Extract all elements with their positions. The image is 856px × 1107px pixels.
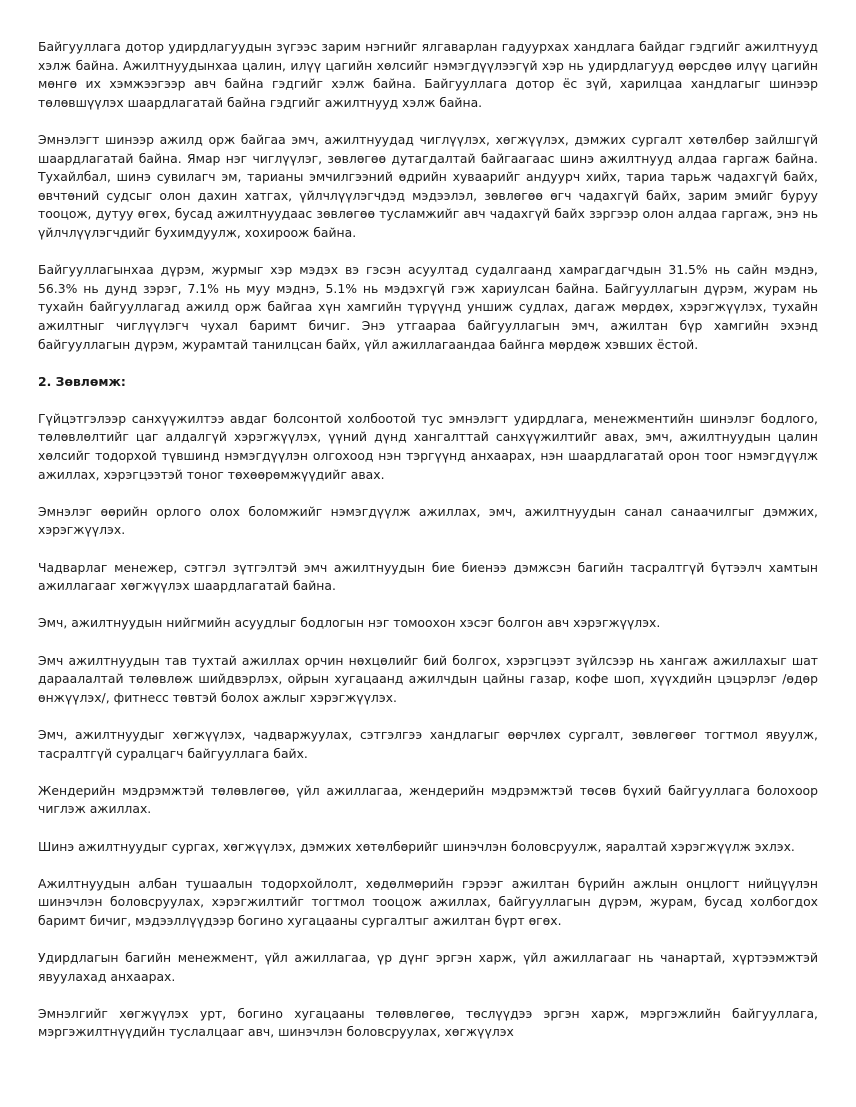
section-heading: 2. Зөвлөмж: [38, 373, 126, 389]
intro-paragraph-1: Байгууллага дотор удирдлагуудын зүгээс зарим нэгнийг ялгаварлан гадуурхах хандлага байдаг гэдгийг ажилтнууд хэлж байна. Ажилтнуудынхаа цалин, илүү цагийн хөлсийг нэмэгдүүлээгүй хэр нь удирдлагууд өөрсдөө илүү цагийн мөнгө их хэмжээгээр авч байна гэдгийг хэлж байна. Байгууллага дотор ёс зүй, харилцаа хандлагыг шинээр төлөвшүүлэх шаардлагатай байна гэдгийг ажилтнууд хэлж байна. [38, 39, 818, 110]
intro-paragraph-2: Эмнэлэгт шинээр ажилд орж байгаа эмч, ажилтнуудад чиглүүлэх, хөгжүүлэх, дэмжих сургалт хөтөлбөр зайлшгүй шаардлагатай байна. Ямар нэг чиглүүлэг, зөвлөгөө дутагдалтай байгаагаас шинэ ажилтнууд алдаа гаргаж байна. Тухайлбал, шинэ сувилагч эм, тарианы эмчилгээний өдрийн хуваарийг андуурч хийх, тариа тарьж чадахгүй байх, өвчтөний судсыг олон дахин хатгах, үйлчлүүлэгчдэд мэдээлэл, зөвлөгөө өгч чадахгүй байх, зарим эмийг буруу тооцож, дутуу өгөх, бусад ажилтнуудаас зөвлөгөө тусламжийг авч чадахгүй байх зэргээр олон алдаа гаргаж, энэ нь үйлчлүүлэгчдийг бухимдуулж, хохироож байна. [38, 131, 818, 240]
recommendation-9: Ажилтнуудын албан тушаалын тодорхойлолт, хөдөлмөрийн гэрээг ажилтан бүрийн ажлын онцлогт нийцүүлэн шинэчлэн боловсруулах, хэрэгжилтийг тогтмол тооцож ажиллах, байгууллагын дүрэм, журам, бусад холбогдох баримт бичиг, мэдээллүүдээр богино хугацааны сургалтыг ажилтан бүрт өгөх. [38, 875, 818, 928]
recommendation-1: Гүйцэтгэлээр санхүүжилтээ авдаг болсонтой холбоотой тус эмнэлэгт удирдлага, менежментийн шинэлэг бодлого, төлөвлөлтийг цаг алдалгүй хэрэгжүүлэх, үүний дүнд хангалттай санхүүжилтийг авах, эмч, ажилтнуудын цалин хөлсийг тодорхой түвшинд нэмэгдүүлэн олгохоод нэн тэргүүнд анхаарах, нэн шаардлагатай орон тоог нэмэгдүүлж ажиллах, хэрэгцээтэй тоног төхөөрөмжүүдийг авах. [38, 410, 818, 482]
recommendation-11: Эмнэлгийг хөгжүүлэх урт, богино хугацааны төлөвлөгөө, төслүүдээ эргэн харж, мэргэжлийн байгууллага, мэргэжилтнүүдийн туслалцааг авч, шинэчлэн боловсруулах, хөгжүүлэх [38, 1005, 818, 1040]
intro-paragraph-3: Байгууллагынхаа дүрэм, журмыг хэр мэдэх вэ гэсэн асуултад судалгаанд хамрагдагчдын 31.5% нь сайн мэднэ, 56.3% нь дунд зэрэг, 7.1% нь муу мэднэ, 5.1% нь мэдэхгүй гэж хариулсан байна. Байгууллагын дүрэм, журам нь тухайн байгууллагад ажилд орж байгаа хүн хамгийн түрүүнд уншиж судлах, дагаж мөрдөх, хэрэгжүүлэх, тухайн ажилтныг чиглүүлэгч чухал баримт бичиг. Энэ утгаараа байгууллагын эмч, ажилтан бүр хамгийн эхэнд байгууллагын дүрэм, журамтай танилцсан байх, үйл ажиллагаандаа байнга мөрдөж хэвших ёстой. [38, 262, 818, 352]
recommendation-4: Эмч, ажилтнуудын нийгмийн асуудлыг бодлогын нэг томоохон хэсэг болгон авч хэрэгжүүлэх. [38, 615, 661, 631]
document-page [38, 38, 818, 1061]
recommendation-5: Эмч ажилтнуудын тав тухтай ажиллах орчин нөхцөлийг бий болгох, хэрэгцээт зүйлсээр нь хангаж ажиллахыг шат дараалалтай төлөвлөж шийдвэрлэх, ойрын хугацаанд ажилчдын цайны газар, кофе шоп, хүүхдийн цэцэрлэг /өдөр өнжүүлэх/, фитнесс төвтэй болох ажлыг хэрэгжүүлэх. [38, 652, 818, 705]
recommendation-6: Эмч, ажилтнуудыг хөгжүүлэх, чадваржуулах, сэтгэлгээ хандлагыг өөрчлөх сургалт, зөвлөгөөг тогтмол явуулж, тасралтгүй суралцагч байгууллага байх. [38, 726, 818, 761]
recommendation-2: Эмнэлэг өөрийн орлого олох боломжийг нэмэгдүүлж ажиллах, эмч, ажилтнуудын санал санаачилгыг дэмжих, хэрэгжүүлэх. [38, 503, 818, 538]
recommendation-7: Жендерийн мэдрэмжтэй төлөвлөгөө, үйл ажиллагаа, жендерийн мэдрэмжтэй төсөв бүхий байгууллага болохоор чиглэж ажиллах. [38, 782, 818, 817]
recommendation-10: Удирдлагын багийн менежмент, үйл ажиллагаа, үр дүнг эргэн харж, үйл ажиллагааг нь чанартай, хүртээмжтэй явуулахад анхаарах. [38, 950, 818, 984]
recommendation-3: Чадварлаг менежер, сэтгэл зүтгэлтэй эмч ажилтнуудын бие биенээ дэмжсэн багийн тасралтгүй бүтээлч хамтын ажиллагааг хөгжүүлэх шаардлагатай байна. [38, 559, 818, 594]
recommendation-8: Шинэ ажилтнуудыг сургах, хөгжүүлэх, дэмжих хөтөлбөрийг шинэчлэн боловсруулж, яаралтай хэрэгжүүлж эхлэх. [38, 838, 795, 854]
